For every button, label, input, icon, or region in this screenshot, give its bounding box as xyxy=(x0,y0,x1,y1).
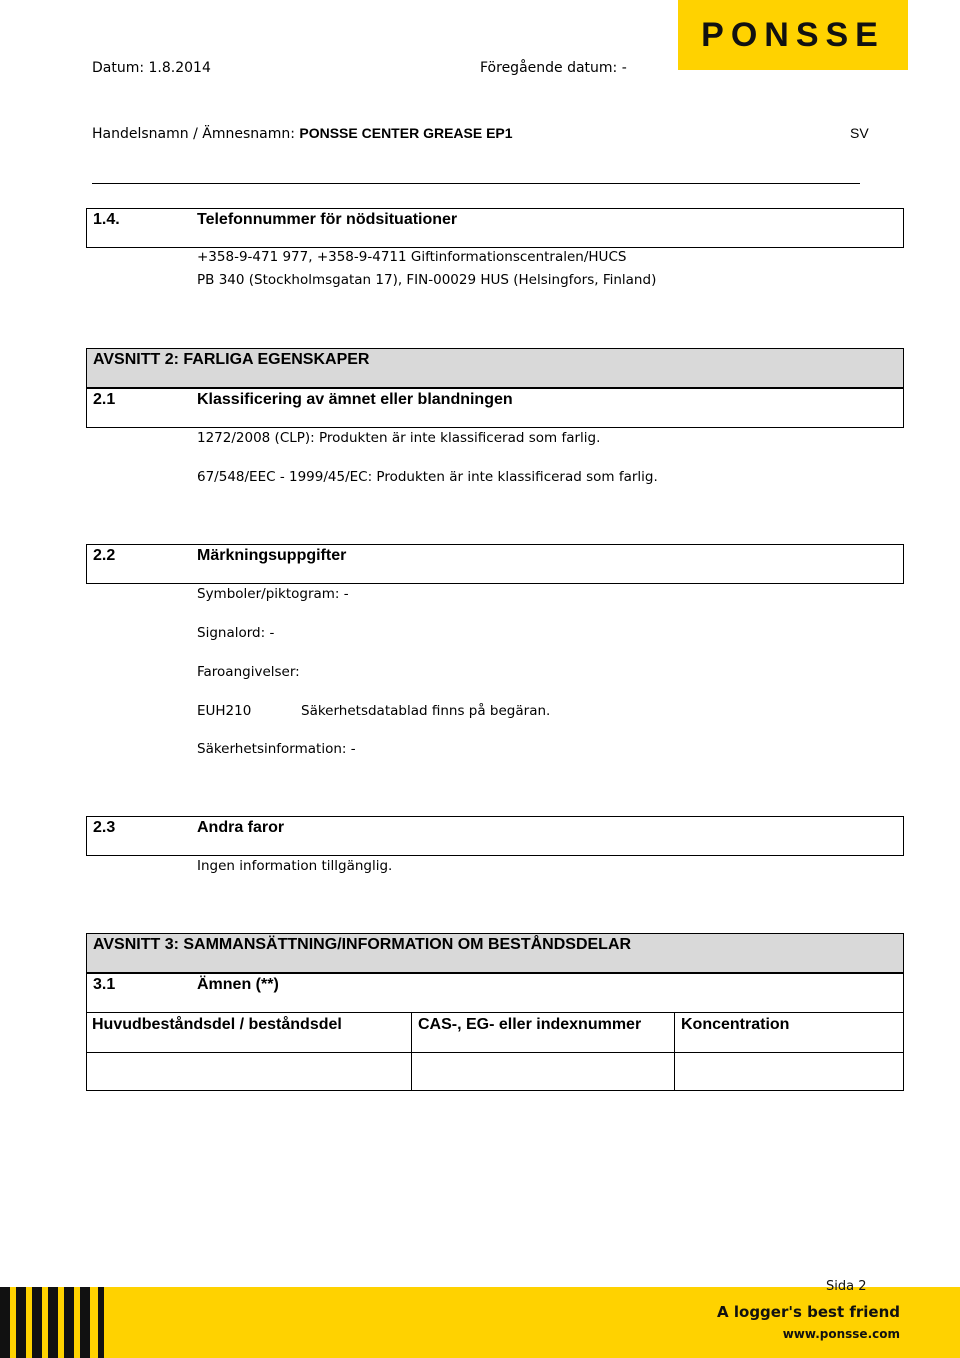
section-title: Märkningsuppgifter xyxy=(197,547,347,564)
section-number: 1.4. xyxy=(93,211,120,228)
section-title: Ämnen (**) xyxy=(197,976,279,993)
previous-date-label: Föregående datum: - xyxy=(480,60,627,76)
section-2-3-header xyxy=(86,816,904,856)
section-number: 2.3 xyxy=(93,819,116,836)
language-code: SV xyxy=(850,125,869,141)
section-title: Andra faror xyxy=(197,819,285,836)
page-number: Sida 2 xyxy=(826,1279,867,1294)
section-title: Klassificering av ämnet eller blandningen xyxy=(197,391,513,408)
footer-tagline: A logger's best friend xyxy=(717,1303,900,1321)
eec-classification: 67/548/EEC - 1999/45/EC: Produkten är inte klassificerad som farlig. xyxy=(197,469,658,485)
footer-url: www.ponsse.com xyxy=(782,1327,900,1341)
symbols-line: Symboler/piktogram: - xyxy=(197,586,349,602)
column-header-concentration: Koncentration xyxy=(681,1016,790,1033)
table-header-cell xyxy=(674,1012,904,1053)
section-number: 3.1 xyxy=(93,976,116,993)
column-header-component: Huvudbeståndsdel / beståndsdel xyxy=(92,1016,342,1033)
table-header-cell xyxy=(411,1012,675,1053)
euh-code: EUH210 xyxy=(197,703,252,719)
section-title: Telefonnummer för nödsituationer xyxy=(197,211,458,228)
section-title: AVSNITT 3: SAMMANSÄTTNING/INFORMATION OM BESTÅNDSDELAR xyxy=(93,936,632,953)
other-hazards-text: Ingen information tillgänglig. xyxy=(197,858,393,874)
signal-word-line: Signalord: - xyxy=(197,625,275,641)
table-cell xyxy=(86,1052,412,1091)
header-divider xyxy=(92,183,860,184)
section-1-4-header xyxy=(86,208,904,248)
section-2-header xyxy=(86,348,904,388)
emergency-phone-line: +358-9-471 977, +358-9-4711 Giftinformationscentralen/HUCS xyxy=(197,249,627,265)
table-cell xyxy=(411,1052,675,1091)
section-number: 2.1 xyxy=(93,391,116,408)
clp-classification: 1272/2008 (CLP): Produkten är inte klassificerad som farlig. xyxy=(197,430,601,446)
footer-band xyxy=(0,1279,960,1358)
section-3-header xyxy=(86,933,904,973)
trade-name-value: PONSSE CENTER GREASE EP1 xyxy=(299,125,513,141)
trade-name-line xyxy=(92,125,513,143)
section-2-2-header xyxy=(86,544,904,584)
table-cell xyxy=(674,1052,904,1091)
section-title: AVSNITT 2: FARLIGA EGENSKAPER xyxy=(93,351,370,368)
ponsse-logo: PONSSE xyxy=(678,0,908,70)
column-header-cas: CAS-, EG- eller indexnummer xyxy=(418,1016,642,1033)
euh-text: Säkerhetsdatablad finns på begäran. xyxy=(301,703,551,719)
section-2-1-header xyxy=(86,388,904,428)
hazard-statements-label: Faroangivelser: xyxy=(197,664,300,680)
section-3-1-header xyxy=(86,973,904,1013)
emergency-address-line: PB 340 (Stockholmsgatan 17), FIN-00029 HUS (Helsingfors, Finland) xyxy=(197,272,657,288)
table-header-cell xyxy=(86,1012,412,1053)
safety-information-line: Säkerhetsinformation: - xyxy=(197,741,356,757)
section-number: 2.2 xyxy=(93,547,116,564)
trade-name-label: Handelsnamn / Ämnesnamn: xyxy=(92,126,300,142)
date-label: Datum: 1.8.2014 xyxy=(92,60,211,76)
